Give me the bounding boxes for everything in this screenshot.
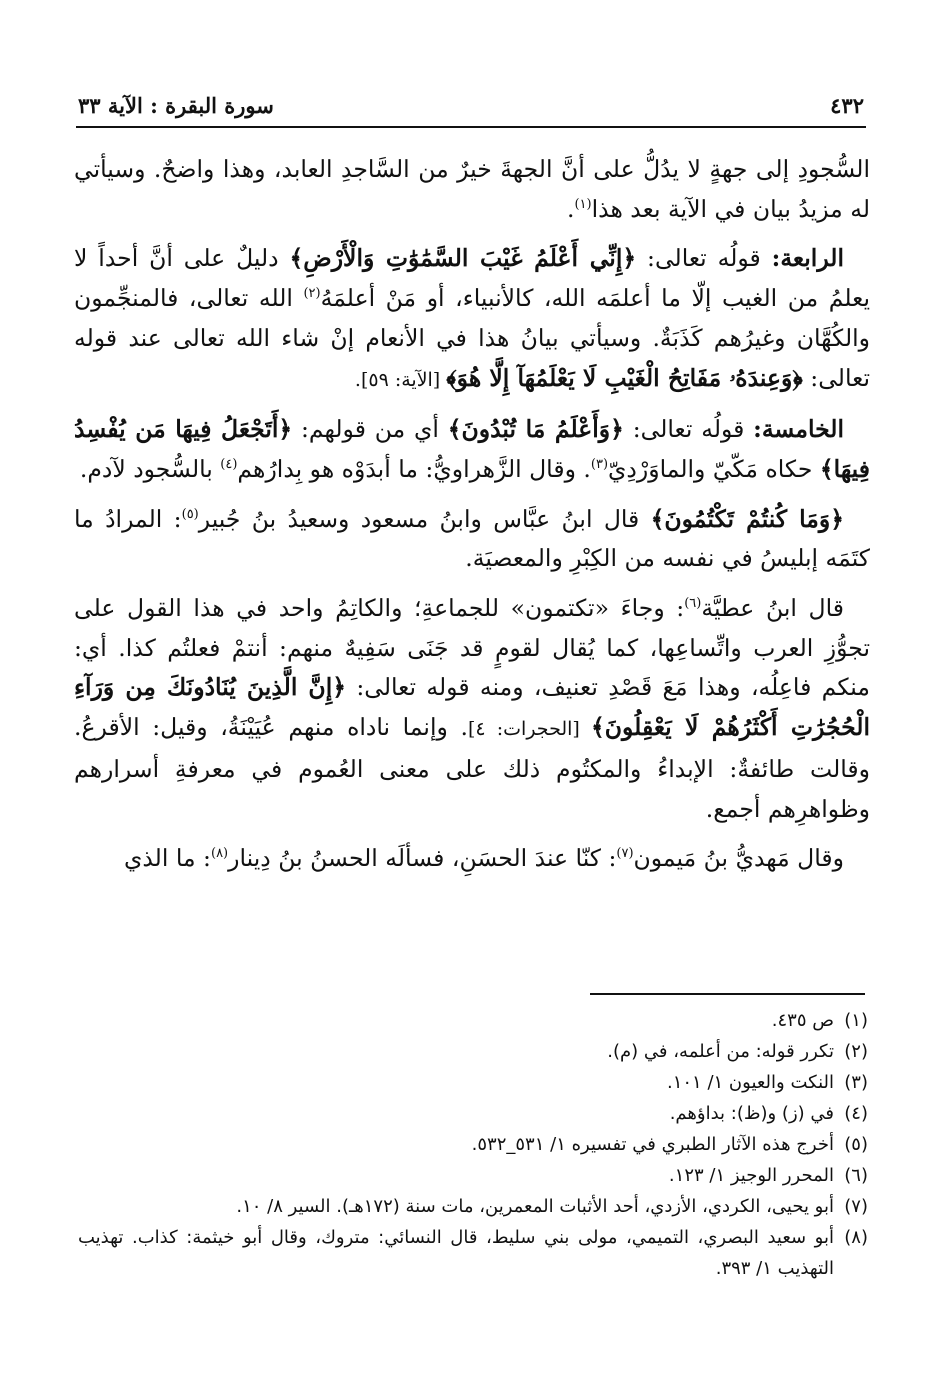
footnote-item	[78, 1036, 868, 1067]
quran-verse: ﴿وَعِندَهُۥ مَفَاتِحُ الْغَيْبِ لَا يَعْلَمُهَآ إِلَّا هُوَ﴾	[446, 363, 803, 392]
footnote-item	[78, 1191, 868, 1222]
paragraph-text: . وقال الزَّهراويُّ: ما أبدَوْه هو بِدارُهم	[237, 454, 591, 483]
paragraph-2	[74, 239, 870, 400]
footnote-item	[78, 1005, 868, 1036]
main-text	[74, 150, 870, 889]
paragraph-6	[74, 839, 870, 879]
footnote-number: (٦)	[844, 1165, 868, 1186]
footnote-text: المحرر الوجيز ١/ ١٢٣.	[668, 1165, 834, 1186]
verse-reference: [الحجرات: ٤]	[467, 718, 591, 741]
quran-verse: ﴿أَتَجْعَلُ فِيهَا مَن يُفْسِدُ فِيهَا﴾	[74, 415, 870, 483]
paragraph-text: قولُه تعالى:	[636, 244, 772, 273]
footnote-text: تكرر قوله: من أعلمه، في (م).	[607, 1041, 834, 1062]
page-number: ٤٣٢	[830, 92, 864, 118]
paragraph-text: : المرادُ ما كتَمَه إبليسُ في نفسه من الكِبْرِ والمعصيَة.	[74, 504, 870, 573]
quran-verse: ﴿وَمَا كُنتُمْ تَكْتُمُونَ﴾	[650, 504, 845, 533]
paragraph-text: دليلٌ على أنَّ أحداً لا يعلمُ من الغيب إلّا ما أعلمَه الله، كالأنبياء، أو مَنْ أعلمَهُ	[74, 244, 871, 313]
paragraph-text: قولُه تعالى:	[623, 415, 754, 444]
footnote-number: (٨)	[844, 1227, 868, 1248]
section-lead: الرابعة:	[771, 244, 844, 273]
quran-verse: ﴿إِنِّي أَعْلَمُ غَيْبَ السَّمَٰوَٰتِ وَالْأَرْضِ﴾	[289, 244, 637, 273]
footnote-text: أخرج هذه الآثار الطبري في تفسيره ١/ ٥٣١_٥٣٢.	[471, 1134, 834, 1155]
footnote-item	[78, 1098, 868, 1129]
footnote-item	[78, 1160, 868, 1191]
footnote-item	[78, 1222, 868, 1284]
footnote-number: (٧)	[844, 1196, 868, 1217]
footnote-text: أبو سعيد البصري، التميمي، مولى بني سليط، قال النسائي: متروك، وقال أبو خيثمة: كذاب. تهذيب التهذيب ١/ ٣٩٣.	[78, 1227, 834, 1279]
paragraph-1	[74, 150, 870, 229]
paragraph-text: . وإنما ناداه منهم عُيَيْنَةُ، وقيل: الأقرعُ. وقالت طائفةٌ: الإبداءُ والمكتُوم ذلك على معنى العُموم في معرفةِ أسرارهم وظواهرِهم أجمع.	[74, 713, 870, 823]
footnote-ref: (٤)	[220, 457, 238, 473]
paragraph-text: : كنّا عندَ الحسَنِ، فسألَه الحسنُ بنُ دِينار	[228, 844, 617, 873]
paragraph-text: الله تعالى، فالمنجِّمون والكُهَّان وغيرُهم كَذَبَةٌ. وسيأتي بيانُ هذا في الأنعام إنْ شاء الله تعالى عند قوله تعالى:	[74, 284, 870, 392]
footnote-number: (٤)	[844, 1103, 868, 1124]
paragraph-text: : ما الذي	[123, 844, 211, 873]
paragraph-4	[74, 500, 870, 579]
footnote-text: أبو يحيى، الكردي، الأزدي، أحد الأثبات المعمرين، مات سنة (١٧٢هـ). السير ٨/ ١٠.	[236, 1196, 834, 1217]
footnote-ref: (١)	[574, 196, 592, 212]
footnote-text: ص ٤٣٥.	[771, 1010, 834, 1031]
paragraph-text: .	[566, 194, 575, 223]
footnote-number: (١)	[844, 1010, 868, 1031]
footnote-ref: (٥)	[181, 506, 199, 522]
paragraph-text: بالسُّجود لآدم.	[79, 454, 221, 483]
paragraph-text: وقال مَهديُّ بنُ مَيمون	[633, 844, 844, 873]
footnote-separator	[590, 993, 865, 995]
footnote-ref: (٧)	[616, 846, 634, 862]
paragraph-text: قال ابنُ عبَّاس وابنُ مسعود وسعيدُ بنُ جُبير	[198, 504, 651, 533]
footnote-ref: (٨)	[210, 846, 229, 862]
paragraph-text: حكاه مَكّيّ والماوَرْدِيّ	[608, 454, 820, 483]
paragraph-5	[74, 589, 870, 829]
footnote-item	[78, 1067, 868, 1098]
header-rule	[76, 126, 866, 128]
paragraph-text: السُّجودِ إلى جهةٍ لا يدُلُّ على أنَّ الجهةَ خيرٌ من السَّاجدِ العابد، وهذا واضحٌ. وسيأتي له مزيدُ بيان في الآية بعد هذا	[74, 155, 870, 223]
paragraph-text: : وجاءَ «تكتمون» للجماعةِ؛ والكاتِمُ واحد في هذا القول على تجوُّزِ العرب واتِّساعِها، كما يُقال لقومٍ قد جَنَى سَفِيهٌ منهم: أنتمْ فعلتُم كذا. أي: منكم فاعِلُه، وهذا مَعَ قَصْدِ تعنيف، ومنه قوله تعالى:	[74, 594, 870, 702]
page-header	[78, 88, 864, 122]
section-lead: الخامسة:	[753, 415, 845, 444]
footnote-number: (٢)	[844, 1041, 868, 1062]
footnote-item	[78, 1129, 868, 1160]
footnote-text: في (ز) و(ظ): بداؤهم.	[669, 1103, 834, 1124]
verse-reference: [الآية: ٥٩].	[354, 368, 447, 391]
footnote-ref: (٢)	[303, 286, 321, 302]
paragraph-text: قال ابنُ عطيَّة	[701, 594, 844, 623]
quran-verse: ﴿إِنَّ الَّذِينَ يُنَادُونَكَ مِن وَرَآءِ الْحُجُرَٰتِ أَكْثَرُهُمْ لَا يَعْقِلُونَ﴾	[74, 673, 870, 742]
footnote-ref: (٦)	[684, 596, 702, 612]
footnote-number: (٥)	[844, 1134, 868, 1155]
quran-verse: ﴿وَأَعْلَمُ مَا تُبْدُونَ﴾	[447, 415, 624, 444]
running-title: سورة البقرة : الآية ٣٣	[78, 92, 274, 118]
paragraph-text: أي من قولهم:	[292, 415, 448, 444]
paragraph-3	[74, 410, 870, 489]
footnotes	[78, 1005, 868, 1284]
footnote-text: النكت والعيون ١/ ١٠١.	[666, 1072, 834, 1093]
footnote-ref: (٣)	[590, 457, 609, 473]
footnote-number: (٣)	[844, 1072, 868, 1093]
